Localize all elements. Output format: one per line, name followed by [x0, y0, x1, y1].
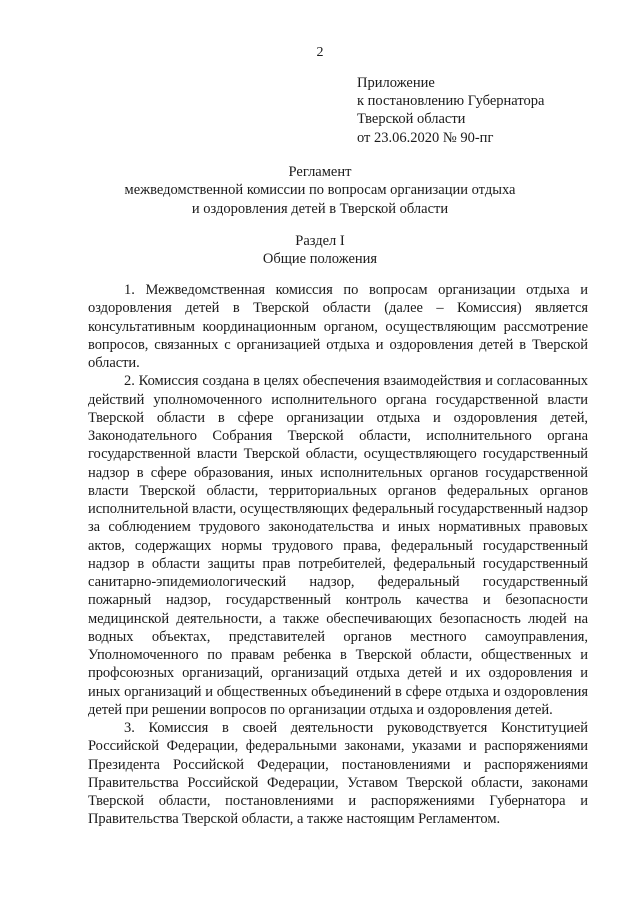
title-line: Регламент: [288, 164, 352, 180]
appendix-line: к постановлению Губернатора: [357, 93, 545, 110]
appendix-header: [357, 74, 607, 147]
title-line: межведомственной комиссии по вопросам организации отдыха: [124, 182, 516, 199]
page-number: 2: [316, 45, 324, 60]
paragraph: 3. Комиссия в своей деятельности руководствуется Конституцией Российской Федерации, федеральными законами, указами и распоряжениями Президента Российской Федерации, постановлениями и распоряжениями Правительства Российской Федерации, Уставом Тверской области, законами Тверской области, постановлениями и распоряжениями Губернатора и Правительства Тверской области, а также настоящим Регламентом.: [88, 720, 588, 828]
title-line: и оздоровления детей в Тверской области: [191, 200, 449, 217]
appendix-date-number: от 23.06.2020 № 90-пг: [357, 129, 494, 146]
paragraph: 1. Межведомственная комиссия по вопросам организации отдыха и оздоровления детей в Тверской области (далее – Комиссия) является консультативным координационным органом, осуществляющим рассмотрение вопросов, связанных с организацией отдыха и оздоровления детей в Тверской области.: [88, 282, 588, 371]
paragraph: 2. Комиссия создана в целях обеспечения взаимодействия и согласованных действий уполномоченного исполнительного органа государственной власти Тверской области в сфере организации отдыха и оздоровления детей, Законодательного Собрания Тверской области, исполнительного органа государственной власти Тверской области, осуществляющего государственный надзор в сфере образования, иных исполнительных органов государственной власти Тверской области, территориальных органов федеральных органов исполнительной власти, осуществляющих федеральный государственный надзор за соблюдением трудового законодательства и иных нормативных правовых актов, содержащих нормы трудового права, федеральный государственный надзор в области защиты прав потребителей, федеральный государственный санитарно-эпидемиологический надзор, федеральный государственный пожарный надзор, государственный контроль качества и безопасности медицинской деятельности, а также обеспечивающих безопасность людей на водных объектах, представителей органов местного самоуправления, Уполномоченного по правам ребенка в Тверской области, общественных и профсоюзных организаций, организаций отдыха детей и их оздоровления и иных организаций и общественных объединений в сфере отдыха и оздоровления детей при решении вопросов по организации отдыха и оздоровления детей.: [88, 373, 588, 718]
appendix-line: Тверской области: [357, 111, 466, 128]
section-number: Раздел I: [295, 233, 345, 249]
appendix-line: Приложение: [357, 75, 435, 91]
document-title: [0, 163, 640, 218]
section-name: Общие положения: [262, 251, 378, 268]
body-text: [88, 281, 588, 829]
section-heading: [0, 232, 640, 269]
